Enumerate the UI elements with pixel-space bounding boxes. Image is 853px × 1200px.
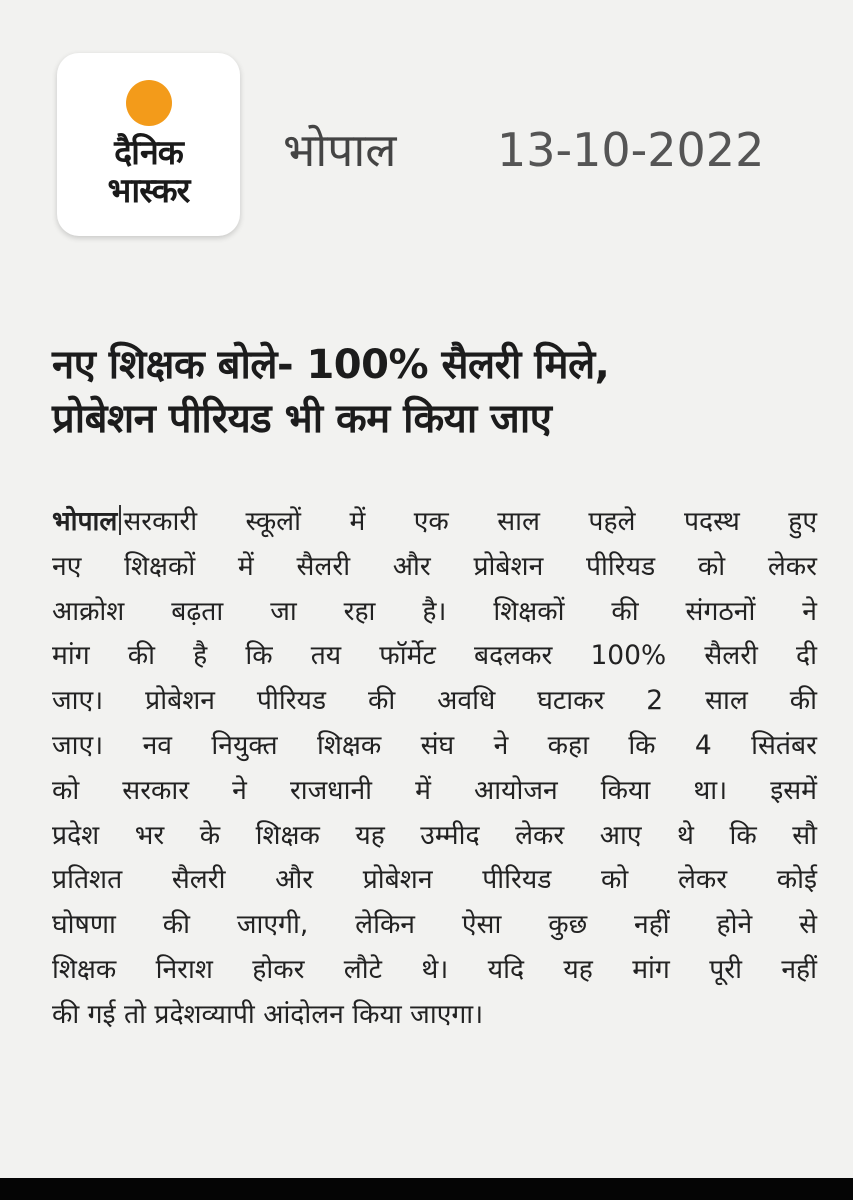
edition-date: 13-10-2022: [497, 123, 765, 177]
article-line: को सरकार ने राजधानी में आयोजन किया था। इसमें: [52, 774, 817, 806]
screen-bottom-bar: [0, 1178, 853, 1200]
dainik-bhaskar-logo: [57, 53, 240, 236]
article-line: प्रदेश भर के शिक्षक यह उम्मीद लेकर आए थे कि सौ: [52, 819, 817, 851]
dateline-separator: [119, 505, 121, 535]
article-line: शिक्षक निराश होकर लौटे थे। यदि यह मांग पूरी नहीं: [52, 953, 817, 985]
logo-text-bhaskar: भास्कर: [107, 171, 190, 211]
article-body: [52, 500, 817, 1038]
article-first-line-text: सरकारी स्कूलों में एक साल पहले पदस्थ हुए: [123, 506, 817, 537]
article-dateline: भोपाल: [52, 506, 118, 537]
headline-line-1: नए शिक्षक बोले- 100% सैलरी मिले,: [52, 342, 610, 388]
article-headline: [52, 338, 822, 446]
article-first-line: [52, 500, 817, 545]
article-line: की गई तो प्रदेशव्यापी आंदोलन किया जाएगा।: [52, 998, 484, 1030]
article-line: घोषणा की जाएगी, लेकिन ऐसा कुछ नहीं होने से: [52, 909, 817, 941]
article-line: जाए। नव नियुक्त शिक्षक संघ ने कहा कि 4 सितंबर: [52, 729, 817, 761]
headline-line-2: प्रोबेशन पीरियड भी कम किया जाए: [52, 396, 552, 442]
sun-icon: [126, 80, 172, 126]
article-line: प्रतिशत सैलरी और प्रोबेशन पीरियड को लेकर कोई: [52, 864, 817, 896]
edition-city: भोपाल: [283, 123, 397, 177]
logo-text-dainik: दैनिक: [114, 133, 183, 173]
article-line: जाए। प्रोबेशन पीरियड की अवधि घटाकर 2 साल की: [52, 685, 817, 717]
article-line: आक्रोश बढ़ता जा रहा है। शिक्षकों की संगठनों ने: [52, 595, 817, 627]
article-line: नए शिक्षकों में सैलरी और प्रोबेशन पीरियड को लेकर: [52, 550, 817, 582]
article-line: मांग की है कि तय फॉर्मेट बदलकर 100% सैलरी दी: [52, 640, 817, 672]
